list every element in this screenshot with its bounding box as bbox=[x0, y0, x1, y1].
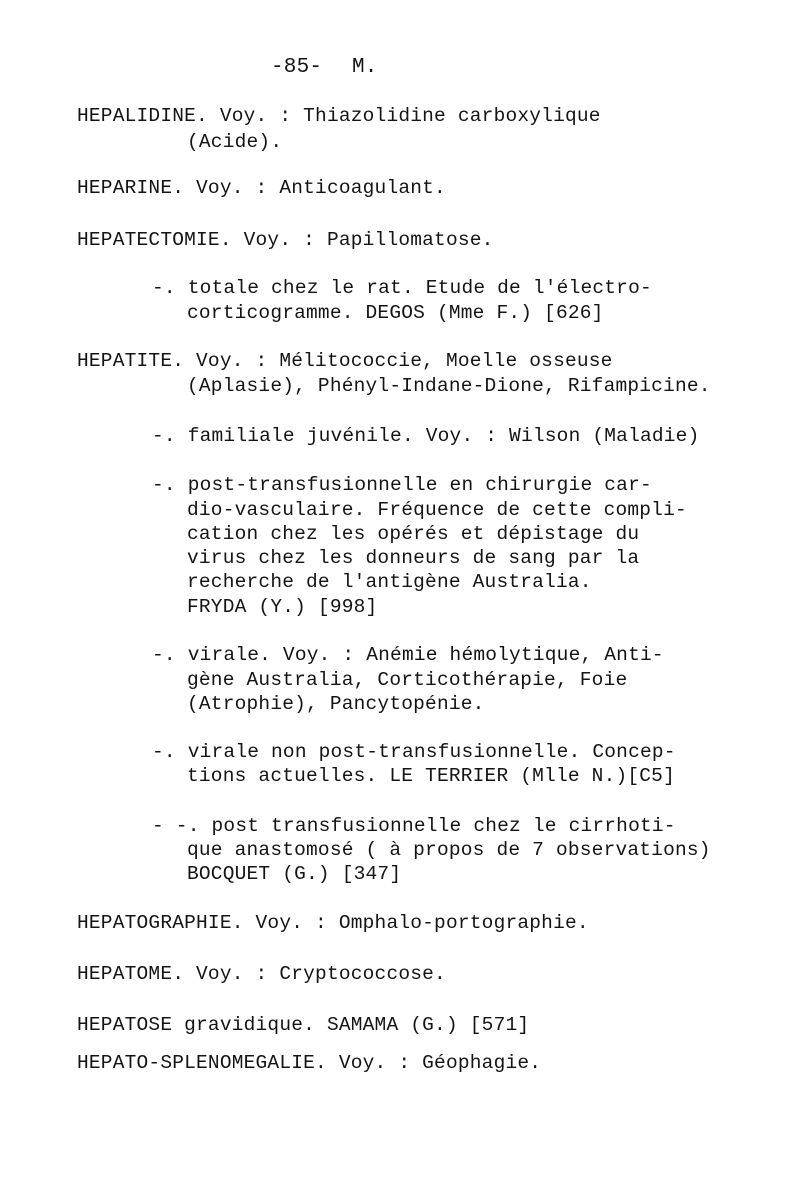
entry-line: (Aplasie), Phényl-Indane-Dione, Rifampicine. bbox=[187, 375, 711, 397]
entry-line: virus chez les donneurs de sang par la bbox=[187, 547, 640, 569]
entry-line: corticogramme. DEGOS (Mme F.) [626] bbox=[187, 302, 604, 324]
entry-line: tions actuelles. LE TERRIER (Mlle N.)[C5] bbox=[187, 765, 675, 787]
entry-line: HEPATITE. Voy. : Mélitococcie, Moelle osseuse bbox=[77, 350, 613, 372]
entry-line: HEPATOSE gravidique. SAMAMA (G.) [571] bbox=[77, 1014, 530, 1036]
entry-line: -. post-transfusionnelle en chirurgie car- bbox=[152, 474, 652, 496]
entry-line: HEPATECTOMIE. Voy. : Papillomatose. bbox=[77, 229, 494, 251]
entry-line: que anastomosé ( à propos de 7 observations) bbox=[187, 839, 711, 861]
entry-line: dio-vasculaire. Fréquence de cette compli- bbox=[187, 499, 687, 521]
entry-line: -. virale non post-transfusionnelle. Concep- bbox=[152, 741, 676, 763]
page-number: -85- bbox=[271, 56, 323, 79]
entry-line: (Atrophie), Pancytopénie. bbox=[187, 693, 485, 715]
entry-line: recherche de l'antigène Australia. bbox=[187, 571, 592, 593]
entry-line: - -. post transfusionnelle chez le cirrhoti- bbox=[152, 815, 676, 837]
entry-line: cation chez les opérés et dépistage du bbox=[187, 523, 640, 545]
page-letter: M. bbox=[352, 56, 378, 79]
entry-line: (Acide). bbox=[187, 131, 283, 153]
entry-line: FRYDA (Y.) [998] bbox=[187, 596, 378, 618]
entry-line: -. virale. Voy. : Anémie hémolytique, Anti- bbox=[152, 644, 664, 666]
entry-line: HEPATOME. Voy. : Cryptococcose. bbox=[77, 963, 446, 985]
entry-line: -. familiale juvénile. Voy. : Wilson (Maladie) bbox=[152, 425, 700, 447]
entry-line: gène Australia, Corticothérapie, Foie bbox=[187, 669, 628, 691]
entry-line: HEPARINE. Voy. : Anticoagulant. bbox=[77, 177, 446, 199]
entry-line: HEPALIDINE. Voy. : Thiazolidine carboxylique bbox=[77, 105, 601, 127]
entry-line: -. totale chez le rat. Etude de l'électro- bbox=[152, 277, 652, 299]
entry-line: BOCQUET (G.) [347] bbox=[187, 863, 402, 885]
entry-line: HEPATOGRAPHIE. Voy. : Omphalo-portographie. bbox=[77, 912, 589, 934]
entry-line: HEPATO-SPLENOMEGALIE. Voy. : Géophagie. bbox=[77, 1052, 542, 1074]
